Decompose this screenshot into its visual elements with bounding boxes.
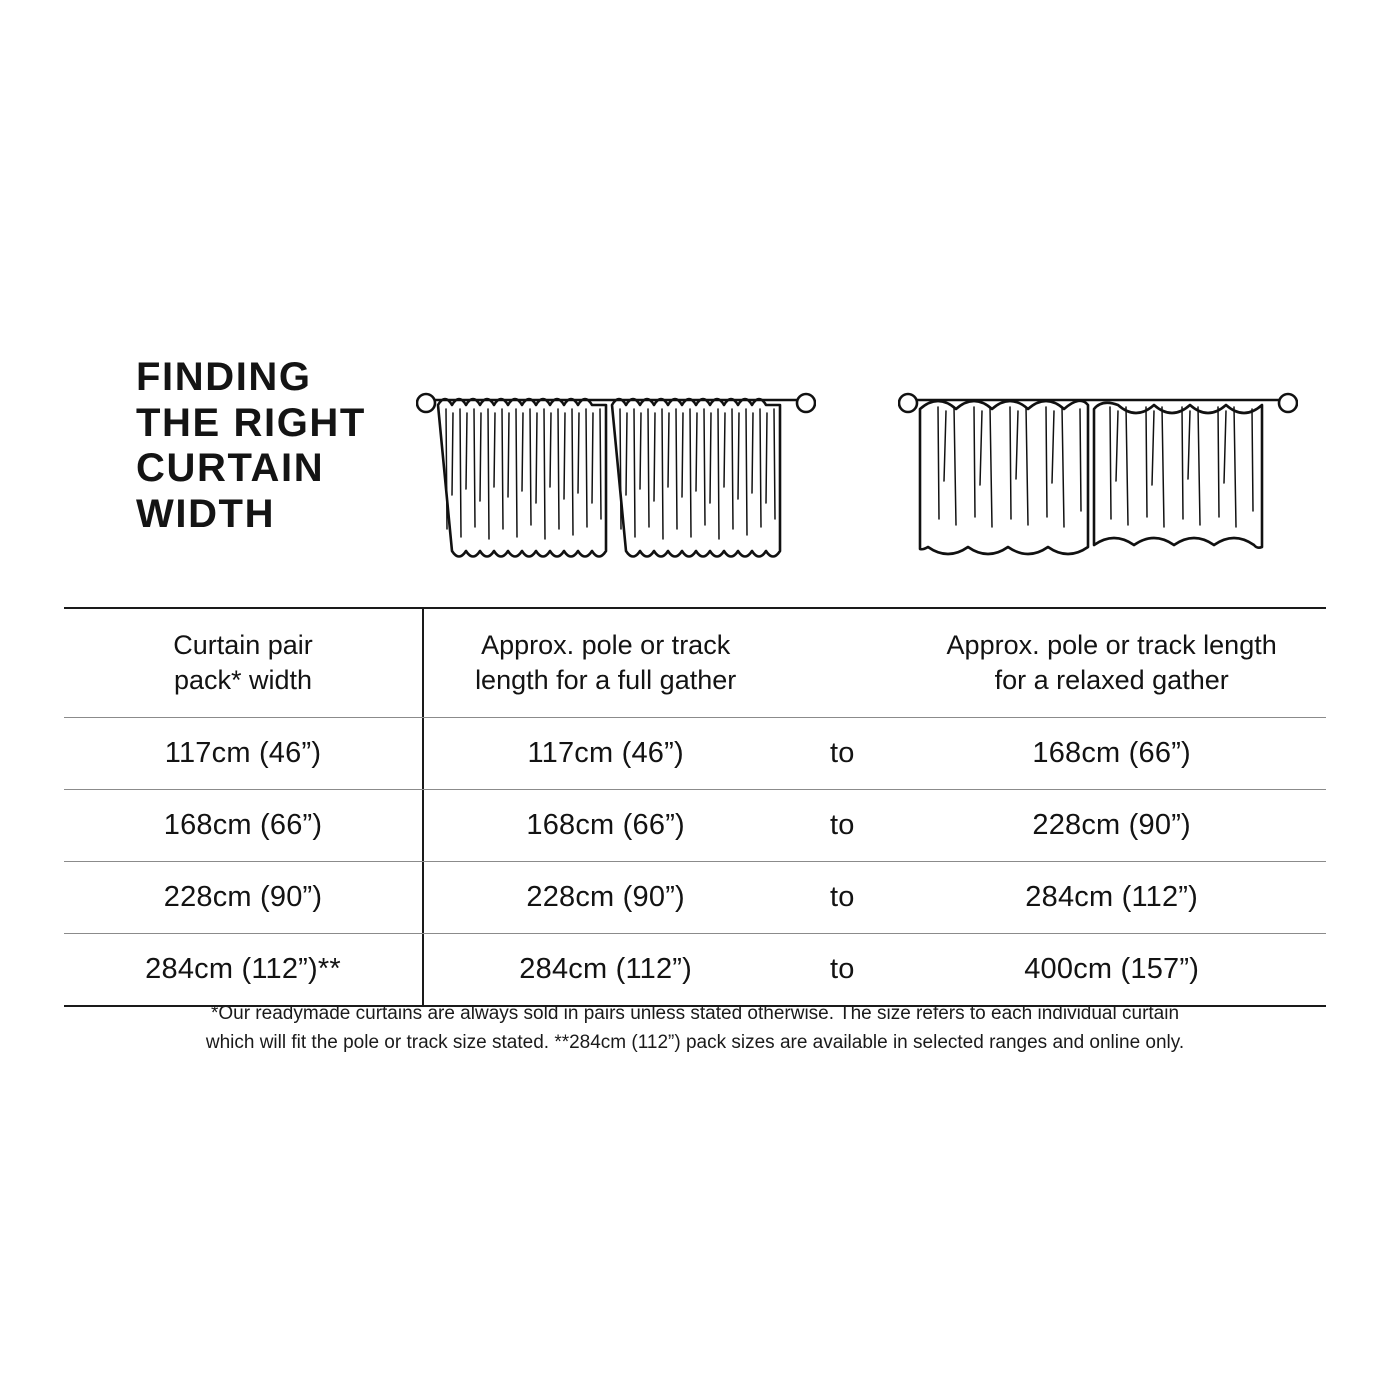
cell-relaxed-gather: 284cm (112”) xyxy=(1025,881,1198,913)
header-full-gather-line2: length for a full gather xyxy=(475,665,737,695)
cell-relaxed-gather: 168cm (66”) xyxy=(1032,737,1191,769)
cell-full-gather: 228cm (90”) xyxy=(526,881,685,913)
header-full-gather xyxy=(424,628,787,698)
footnote xyxy=(64,1000,1326,1057)
cell-pack-width: 117cm (46”) xyxy=(64,718,424,789)
header-spacer xyxy=(787,628,897,698)
cell-relaxed-gather: 228cm (90”) xyxy=(1032,809,1191,841)
header-relaxed-gather-line1: Approx. pole or track length xyxy=(946,629,1277,660)
cell-pack-width: 284cm (112”)** xyxy=(64,934,424,1005)
header-full-gather-line1: Approx. pole or track xyxy=(481,629,731,660)
table-row xyxy=(64,790,1326,862)
title-line-1: FINDING xyxy=(136,355,312,399)
table-row xyxy=(64,934,1326,1007)
header-gather-group xyxy=(424,609,1326,717)
footnote-line-2: which will fit the pole or track size stated. **284cm (112”) pack sizes are available in selected ranges and online only. xyxy=(205,1031,1185,1053)
full-gather-curtain-icon xyxy=(416,369,816,579)
cell-connector: to xyxy=(830,953,855,985)
relaxed-gather-curtain-icon xyxy=(898,369,1298,579)
header-relaxed-gather-line2: for a relaxed gather xyxy=(994,665,1229,695)
cell-relaxed-gather: 400cm (157”) xyxy=(1024,953,1200,985)
table-header-row xyxy=(64,609,1326,718)
table-row xyxy=(64,718,1326,790)
footnote-line-1: *Our readymade curtains are always sold in pairs unless stated otherwise. The size refers to each individual curtain xyxy=(210,1003,1180,1024)
header-pack-width-line2: pack* width xyxy=(173,665,313,695)
cell-connector: to xyxy=(830,881,855,913)
cell-full-gather: 284cm (112”) xyxy=(519,953,692,985)
page-title xyxy=(64,355,394,537)
title-line-4: WIDTH xyxy=(136,491,276,536)
cell-full-gather: 117cm (46”) xyxy=(527,737,684,769)
table-row xyxy=(64,862,1326,934)
title-line-3: CURTAIN xyxy=(136,446,325,491)
cell-full-gather: 168cm (66”) xyxy=(526,809,685,841)
cell-pack-width: 228cm (90”) xyxy=(64,862,424,933)
header-pack-width xyxy=(64,609,424,717)
cell-connector: to xyxy=(830,809,855,841)
cell-pack-width: 168cm (66”) xyxy=(64,790,424,861)
illustrations xyxy=(394,355,1326,579)
cell-connector: to xyxy=(830,737,855,769)
header-pack-width-line1: Curtain pair xyxy=(173,629,313,660)
title-line-2: THE RIGHT xyxy=(136,400,366,445)
header-area xyxy=(64,355,1326,605)
header-relaxed-gather xyxy=(897,628,1326,698)
curtain-width-table xyxy=(64,607,1326,1007)
